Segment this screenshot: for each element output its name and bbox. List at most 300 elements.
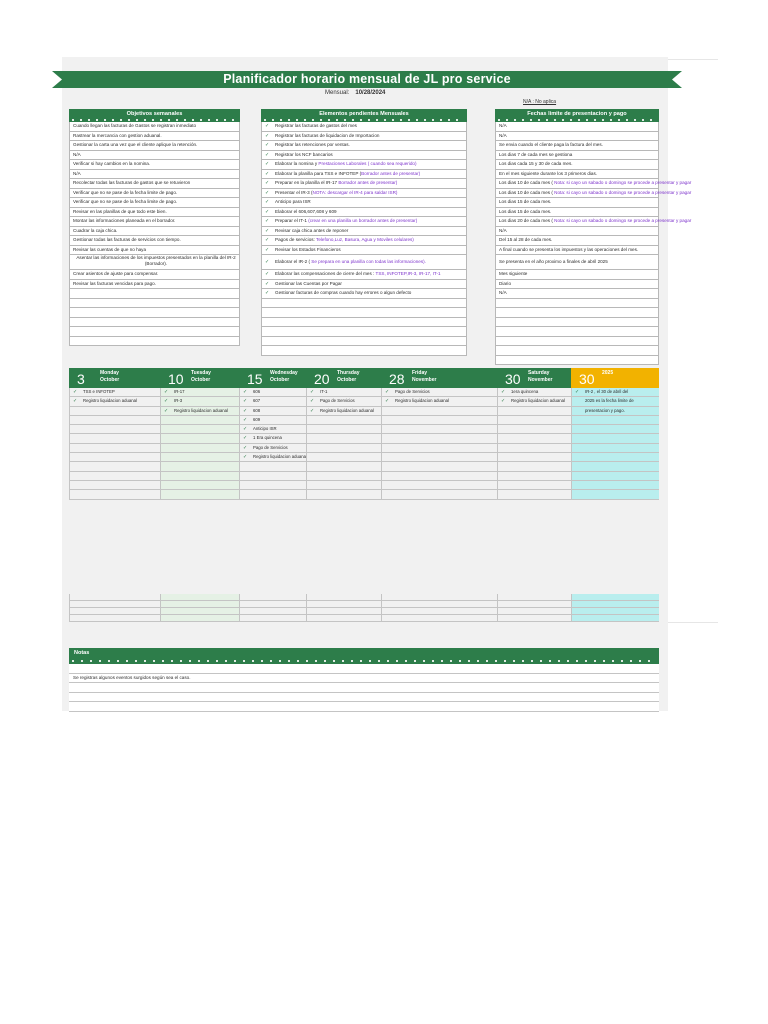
month-label: Mensual: — [325, 90, 350, 96]
empty-row — [69, 318, 240, 328]
check-icon: ✓ — [501, 389, 506, 395]
weekly-goal-row: Cuadrar la caja chica. — [69, 227, 240, 237]
calendar-event: Pago de Servicios — [395, 389, 430, 394]
check-icon: ✓ — [265, 208, 270, 215]
notes-row: Se registras algunos eventos surgidos según sea el caso. — [69, 674, 659, 684]
calendar-cell — [306, 434, 381, 443]
calendar-cell — [571, 397, 659, 406]
calendar-month: October — [337, 377, 357, 383]
pending-item-row — [261, 122, 467, 132]
calendar-cell — [160, 444, 239, 453]
calendar-cell — [239, 608, 306, 615]
deadlines-panel — [495, 109, 692, 365]
empty-row — [69, 337, 240, 347]
pending-item-note: (crear en una planilla un borrador antes de presentar) — [308, 218, 418, 223]
calendar-day-column — [160, 594, 239, 622]
calendar-event: IR-17 — [174, 389, 185, 394]
pending-item-text: Elaborar la nomina y — [275, 161, 319, 166]
calendar-cell — [497, 416, 571, 425]
calendar-cell — [571, 481, 659, 490]
calendar-cell — [571, 388, 659, 397]
calendar-cell — [306, 453, 381, 462]
weekly-goal-row: Revisar en las planillas de que todo este bien. — [69, 208, 240, 218]
calendar-cell — [239, 453, 306, 462]
pending-item-note: NOTA: descargar el IR-4 para saldar ISR) — [312, 189, 398, 195]
calendar-event: Registro liquidacion aduanal — [395, 398, 449, 404]
calendar-cell — [381, 608, 497, 615]
calendar-cell — [239, 601, 306, 608]
calendar-cell — [571, 444, 659, 453]
calendar-cell — [160, 472, 239, 481]
calendar-cell — [381, 434, 497, 443]
deadlines-list — [495, 122, 692, 365]
calendar-cell — [381, 453, 497, 462]
pending-item-row — [261, 217, 467, 227]
deadline-row — [495, 280, 659, 290]
calendar-cell — [69, 397, 160, 406]
calendar-cell — [497, 594, 571, 601]
calendar-cell — [160, 594, 239, 601]
calendar-cell — [69, 481, 160, 490]
check-icon: ✓ — [310, 407, 315, 414]
calendar-cell — [381, 388, 497, 397]
calendar-cell — [69, 462, 160, 471]
check-icon: ✓ — [265, 259, 270, 265]
empty-row — [69, 289, 240, 299]
calendar-event: TSS e INFOTEP — [83, 389, 115, 394]
deadline-text: Los dias 15 de cada mes. — [499, 208, 552, 214]
check-icon: ✓ — [265, 199, 270, 205]
calendar-day-label — [191, 370, 211, 384]
calendar-cell — [497, 601, 571, 608]
deadline-text: N/A — [499, 123, 507, 128]
calendar-cell — [69, 407, 160, 416]
pending-item-text: Gestionar las Cuentas por Pagar — [275, 280, 342, 286]
calendar-event: 608 — [253, 407, 261, 413]
calendar-cell — [239, 490, 306, 499]
calendar-cell — [69, 608, 160, 615]
calendar-day-header — [497, 368, 571, 388]
calendar-day-column — [381, 594, 497, 622]
deadline-row — [495, 132, 659, 142]
check-icon: ✓ — [265, 189, 270, 196]
pending-item-text: Elaborar el IR-2 ( — [275, 259, 312, 264]
notes-row — [69, 664, 659, 674]
calendar-cell — [239, 462, 306, 471]
calendar-day-number: 20 — [314, 371, 330, 387]
calendar-cell — [239, 444, 306, 453]
deadline-row — [495, 208, 659, 218]
deadline-text: Los dias 20 de cada mes ( — [499, 218, 555, 223]
calendar-cell — [160, 407, 239, 416]
calendar-cell — [239, 434, 306, 443]
header-tick-marks — [498, 119, 656, 121]
weekly-goal-row: Verificar que no se pase de la fecha limite de pago. — [69, 189, 240, 199]
check-icon: ✓ — [265, 246, 270, 253]
calendar-event: 1era quincena — [511, 389, 539, 394]
deadline-row — [495, 255, 659, 270]
deadline-row — [495, 122, 659, 132]
pending-item-text: Elaborar la planilla para TSS e INFOTEP ( — [275, 170, 362, 176]
deadline-text: En el mes siguiente durante los 3 primeros dias. — [499, 170, 598, 176]
pending-item-row — [261, 236, 467, 246]
header-tick-marks — [72, 660, 656, 662]
calendar-cell — [306, 481, 381, 490]
deadline-note: Nota: si cayo un sabado o domingo se procede a presentar y pagar — [554, 180, 692, 185]
calendar-cell — [381, 444, 497, 453]
calendar-weekday: Tuesday — [191, 370, 211, 376]
weekly-goals-panel — [69, 109, 240, 346]
calendar-event: Registro liquidacion aduanal — [253, 454, 307, 460]
pending-item-row — [261, 141, 467, 151]
calendar-event: Anticipo ISR — [253, 426, 277, 432]
calendar-cell — [160, 608, 239, 615]
calendar-day-column — [69, 388, 160, 500]
calendar-event: Pago de Servicios — [320, 398, 355, 404]
calendar-day-header — [239, 368, 306, 388]
pending-monthly-panel — [261, 109, 467, 356]
calendar-cell — [497, 407, 571, 416]
pending-item-text: Revisar caja chica antes de reponer — [275, 227, 349, 233]
check-icon: ✓ — [265, 132, 270, 139]
deadlines-title: Fechas limite de presentacion y pago — [527, 111, 627, 117]
pending-item-note: Borrador antes de presentar) — [338, 180, 398, 185]
header-tick-marks — [72, 119, 237, 121]
deadline-text: Mes siguiente — [499, 271, 528, 276]
calendar-cell — [381, 462, 497, 471]
calendar-cell — [160, 425, 239, 434]
calendar-event: IR-2 , el 30 de abril del — [585, 389, 629, 394]
calendar-cell — [306, 594, 381, 601]
pending-item-text: Anticipo para ISR — [275, 199, 311, 204]
calendar-cell — [160, 601, 239, 608]
empty-row — [261, 337, 467, 347]
deadline-text: N/A — [499, 132, 507, 138]
deadline-text: Los dias cada 15 y 30 de cada mes. — [499, 161, 573, 166]
pending-item-note: Borrador antes de presentar) — [361, 170, 421, 176]
deadline-text: Los dias 10 de cada mes ( — [499, 189, 555, 195]
title-banner — [52, 71, 682, 88]
deadline-text: Los dias 10 de cada mes ( — [499, 180, 555, 185]
calendar-cell — [69, 472, 160, 481]
pending-item-text: Registrar las facturas de liquidacion de Importacion — [275, 132, 380, 138]
pending-item-text: Gestionar facturas de compras cuando hay errores o algun defecto — [275, 290, 412, 295]
pending-item-row — [261, 208, 467, 218]
calendar-day-column — [497, 594, 571, 622]
pending-item-text: Elaborar las compensaciones de cierre del mes : — [275, 271, 376, 276]
pending-item-row — [261, 270, 467, 280]
weekly-goal-row: Revisar las cuentas de que no haya — [69, 246, 240, 256]
empty-row — [261, 346, 467, 356]
weekly-goal-row: Crear asientos de ajuste para compensar. — [69, 270, 240, 280]
pending-item-text: Preparar el IT-1 — [275, 218, 309, 223]
pending-item-note: Prestaciones Laborales ( cuando sea requerido) — [318, 161, 417, 166]
calendar-cell — [160, 481, 239, 490]
calendar-cell — [306, 472, 381, 481]
check-icon: ✓ — [164, 407, 169, 414]
pending-item-row — [261, 160, 467, 170]
empty-row — [495, 346, 659, 356]
calendar-month: October — [100, 377, 120, 383]
deadline-row — [495, 227, 659, 237]
check-icon: ✓ — [73, 398, 78, 405]
weekly-goal-row: Cuando llegan las facturas de Gastos se registran inmediato — [69, 122, 240, 132]
calendar-cell — [571, 425, 659, 434]
pending-item-note: Telefono,Luz, Basura, Agua y Moviles celulares) — [316, 237, 414, 242]
calendar-event: 609 — [253, 416, 261, 422]
pending-item-row — [261, 189, 467, 199]
calendar-cell — [381, 481, 497, 490]
calendar-day-column — [571, 388, 659, 500]
pending-item-row — [261, 255, 467, 270]
calendar-cell — [381, 425, 497, 434]
check-icon: ✓ — [243, 444, 248, 451]
empty-row — [495, 299, 659, 309]
weekly-goal-row: N/A — [69, 151, 240, 161]
calendar-cell — [306, 615, 381, 622]
deadline-row — [495, 160, 659, 170]
calendar-event: IR-3 — [174, 398, 183, 404]
check-icon: ✓ — [265, 142, 270, 148]
check-icon: ✓ — [385, 389, 390, 395]
pending-item-text: Registrar las retenciones por ventas. — [275, 142, 350, 147]
month-date: 10/28/2024 — [355, 90, 386, 96]
calendar-cell — [497, 453, 571, 462]
check-icon: ✓ — [243, 416, 248, 423]
empty-row — [261, 308, 467, 318]
pending-item-text: Pagos de servicios: — [275, 237, 317, 242]
calendar-cell — [497, 462, 571, 471]
check-icon: ✓ — [265, 237, 270, 243]
check-icon: ✓ — [265, 227, 270, 234]
calendar-day-label — [270, 370, 298, 384]
check-icon: ✓ — [265, 271, 270, 277]
month-subtitle — [325, 90, 385, 96]
pending-monthly-list — [261, 122, 467, 356]
calendar-cell — [381, 490, 497, 499]
pending-item-row — [261, 132, 467, 142]
calendar-event: 1 Era quincena — [253, 435, 282, 441]
weekly-goals-header — [69, 109, 240, 122]
calendar-cell — [381, 416, 497, 425]
calendar-month: November — [412, 377, 437, 383]
pending-item-text: Preparar en la planilla el IR-17 — [275, 180, 339, 185]
calendar-cell — [160, 434, 239, 443]
calendar-event: 606 — [253, 389, 261, 394]
calendar-day-column — [239, 594, 306, 622]
pending-monthly-title: Elementos pendientes Mensuales — [319, 111, 409, 117]
deadline-text: Los dias 15 de cada mes. — [499, 199, 552, 204]
deadline-text: N/A — [499, 290, 507, 295]
calendar-event: 2025 es la fecha limite de — [585, 398, 634, 404]
calendar-cell — [571, 601, 659, 608]
check-icon: ✓ — [73, 389, 78, 395]
pending-item-text: Elaborar el 606,607,608 y 609 — [275, 208, 337, 214]
calendar-cell — [239, 407, 306, 416]
calendar-cell — [306, 444, 381, 453]
check-icon: ✓ — [310, 398, 315, 405]
notes-row — [69, 702, 659, 712]
calendar-day-column — [69, 594, 160, 622]
check-icon: ✓ — [265, 280, 270, 287]
pending-item-text: Registrar las facturas de gastos del mes — [275, 123, 357, 128]
calendar-cell — [69, 615, 160, 622]
calendar-cell — [306, 416, 381, 425]
calendar-cell — [571, 608, 659, 615]
check-icon: ✓ — [265, 180, 270, 186]
calendar-cell — [239, 594, 306, 601]
empty-row — [69, 327, 240, 337]
calendar-weekday: Friday — [412, 370, 428, 376]
calendar-cell — [497, 472, 571, 481]
check-icon: ✓ — [243, 454, 248, 461]
calendar-cell — [381, 594, 497, 601]
calendar-cell — [239, 388, 306, 397]
pending-item-text: Revisar los Estados Financieros — [275, 246, 341, 252]
calendar-day-number: 3 — [77, 371, 85, 387]
calendar-event: Registro liquidacion aduanal — [83, 398, 137, 404]
calendar-cell — [497, 434, 571, 443]
calendar-cell — [571, 615, 659, 622]
deadline-note: Nota: si cayo un sabado o domingo se procede a presentar y pagar — [554, 189, 692, 195]
check-icon: ✓ — [243, 398, 248, 405]
calendar-cell — [239, 481, 306, 490]
calendar-day-column — [306, 388, 381, 500]
weekly-goal-row: Recolectar todas las facturas de gastos que se retuvieron — [69, 179, 240, 189]
check-icon: ✓ — [385, 398, 390, 405]
notes-panel — [69, 648, 659, 712]
pending-item-row — [261, 151, 467, 161]
notes-row — [69, 693, 659, 703]
deadline-text: Diario — [499, 280, 511, 286]
calendar-event: Pago de Servicios — [253, 444, 288, 450]
pending-item-row — [261, 280, 467, 290]
calendar-day-label — [602, 370, 613, 377]
deadline-row — [495, 217, 692, 227]
calendar-cell — [571, 594, 659, 601]
empty-row — [69, 308, 240, 318]
calendar-day-header — [306, 368, 381, 388]
calendar-cell — [69, 594, 160, 601]
calendar-cell — [160, 397, 239, 406]
calendar-month: October — [270, 377, 290, 383]
calendar-cell — [497, 425, 571, 434]
pending-item-row — [261, 179, 467, 189]
calendar-day-label — [337, 370, 360, 384]
deadline-row — [495, 141, 659, 151]
notes-row — [69, 683, 659, 693]
calendar-cell — [306, 388, 381, 397]
calendar-cell — [381, 601, 497, 608]
calendar-cell — [381, 407, 497, 416]
calendar-day-column — [571, 594, 659, 622]
calendar-day-label — [412, 370, 436, 384]
empty-row — [495, 337, 659, 347]
weekly-goal-row: Asentar las informaciones de los impuestos presentados en la planilla del IR-2 (Borrador). — [69, 255, 240, 270]
calendar-weekday: Thursday — [337, 370, 360, 376]
deadline-text: A final cuando se presenta los impuestos y las operaciones del mes. — [499, 246, 639, 252]
calendar-cell — [381, 472, 497, 481]
calendar-cell — [571, 416, 659, 425]
calendar-event: Registro liquidacion aduanal — [320, 407, 374, 413]
empty-row — [261, 299, 467, 309]
calendar-month: October — [191, 377, 211, 383]
calendar-cell — [497, 481, 571, 490]
calendar-cell — [160, 453, 239, 462]
calendar-cell — [497, 397, 571, 406]
check-icon: ✓ — [265, 218, 270, 224]
calendar-cell — [160, 416, 239, 425]
calendar-cell — [160, 388, 239, 397]
calendar-cell — [571, 490, 659, 499]
calendar-day-header — [381, 368, 497, 388]
calendar-cell — [69, 453, 160, 462]
calendar-cell — [571, 462, 659, 471]
calendar-cell — [69, 434, 160, 443]
calendar-event: Registro liquidacion aduanal — [511, 398, 565, 404]
deadline-row — [495, 198, 659, 208]
pending-item-row — [261, 227, 467, 237]
calendar-weekday: 2025 — [602, 370, 614, 376]
deadline-row — [495, 179, 692, 189]
calendar-day-header — [160, 368, 239, 388]
weekly-goal-row: Revisar las facturas vencidas para pago. — [69, 280, 240, 290]
calendar-day-number: 30 — [579, 371, 595, 387]
pending-item-note: Se prepara en una planilla con todas las informaciones). — [311, 259, 426, 264]
calendar-day-column — [306, 594, 381, 622]
calendar-cell — [69, 425, 160, 434]
deadline-row — [495, 189, 692, 199]
calendar-cell — [306, 601, 381, 608]
deadline-row — [495, 270, 659, 280]
deadline-row — [495, 170, 659, 180]
weekly-goals-list — [69, 122, 240, 346]
calendar-cell — [239, 615, 306, 622]
check-icon: ✓ — [265, 123, 270, 129]
calendar-cell — [306, 407, 381, 416]
pending-item-row — [261, 289, 467, 299]
pending-item-text: Presentar el IR-3 ( — [275, 189, 313, 195]
calendar-day-number: 10 — [168, 371, 184, 387]
calendar-cell — [497, 444, 571, 453]
pending-item-row — [261, 170, 467, 180]
deadlines-header — [495, 109, 659, 122]
empty-row — [495, 356, 659, 366]
weekly-goal-row: Verificar si hay cambios en la nomina. — [69, 160, 240, 170]
calendar-weekday: Monday — [100, 370, 119, 376]
calendar-cell — [381, 615, 497, 622]
calendar-cell — [381, 397, 497, 406]
calendar-cell — [239, 416, 306, 425]
calendar-cell — [497, 388, 571, 397]
calendar-cell — [69, 388, 160, 397]
calendar-cell — [571, 434, 659, 443]
empty-row — [69, 299, 240, 309]
deadline-text: Se envia cuando el cliente paga la factura del mes. — [499, 142, 603, 147]
check-icon: ✓ — [265, 170, 270, 177]
calendar-event: IT-1 — [320, 389, 328, 394]
pending-item-row — [261, 198, 467, 208]
deadline-row — [495, 246, 659, 256]
check-icon: ✓ — [243, 389, 248, 395]
pending-item-note: TSS, INFOTEP,IR-3, IR-17, IT-1 — [375, 271, 441, 276]
check-icon: ✓ — [265, 151, 270, 158]
calendar-cell — [69, 601, 160, 608]
weekly-goal-row: N/A — [69, 170, 240, 180]
calendar-day-header — [571, 368, 659, 388]
check-icon: ✓ — [164, 398, 169, 405]
notes-header — [69, 648, 659, 664]
